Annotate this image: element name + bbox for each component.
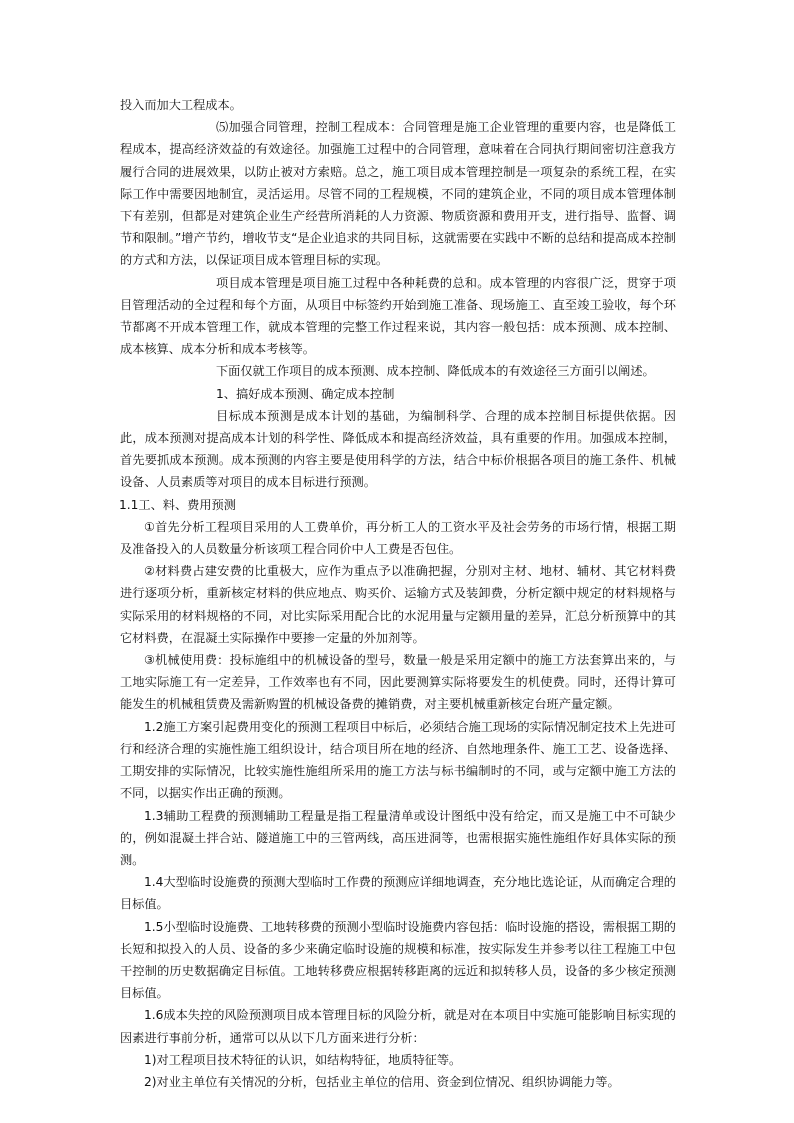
paragraph-cost-management: 项目成本管理是项目施工过程中各种耗费的总和。成本管理的内容很广泛，贯穿于项目管理活动的全过程和每个方面，从项目中标签约开始到施工准备、现场施工、直至竣工验收，每个环节都离不开成本管理工作，就成本管理的完整工作过程来说，其内容一般包括：成本预测、成本控制、成本核算、成本分析和成本考核等。 — [120, 275, 676, 357]
paragraph-1: 投入而加大工程成本。 — [120, 98, 242, 112]
paragraph-contract-management: ⑸加强合同管理，控制工程成本：合同管理是施工企业管理的重要内容，也是降低工程成本，提高经济效益的有效途径。加强施工过程中的合同管理，意味着在合同执行期间密切注意我方履行合同的进展效果，以防止被对方索赔。总之，施工项目成本管理控制是一项复杂的系统工程，在实际工作中需要因地制宜，灵活运用。尽管不同的工程规模，不同的建筑企业，不同的项目成本管理体制下有差别，但都是对建筑企业生产经营所消耗的人力资源、物质资源和费用开支，进行指导、监督、调节和限制。”增产节约，增收节支“是企业追求的共同目标，这就需要在实践中不断的总结和提高成本控制的方式和方法，以保证项目成本管理目标的实现。 — [120, 120, 676, 268]
list-item-2: 2)对业主单位有关情况的分析，包括业主单位的信用、资金到位情况、组织协调能力等。 — [144, 1074, 620, 1089]
paragraph-1-6: 1.6成本失控的风险预测项目成本管理目标的风险分析，就是对在本项目中实施可能影响目标实现的因素进行事前分析，通常可以从以下几方面来进行分析： — [120, 1008, 676, 1045]
paragraph-1-5: 1.5小型临时设施费、工地转移费的预测小型临时设施费内容包括：临时设施的搭设，需根据工期的长短和拟投入的人员、设备的多少来确定临时设施的规模和标准，按实际发生并参考以往工程施工中包干控制的历史数据确定目标值。工地转移费应根据转移距离的远近和拟转移人员，设备的多少核定预测目标值。 — [120, 919, 676, 1001]
paragraph-1-2: 1.2施工方案引起费用变化的预测工程项目中标后，必须结合施工现场的实际情况制定技术上先进可行和经济合理的实施性施工组织设计，结合项目所在地的经济、自然地理条件、施工工艺、设备选择、工期安排的实际情况，比较实施性施组所采用的施工方法与标书编制时的不同，或与定额中施工方法的不同，以据实作出正确的预测。 — [120, 719, 676, 801]
paragraph-1-4: 1.4大型临时设施费的预测大型临时工作费的预测应详细地调查，充分地比选论证，从而确定合理的目标值。 — [120, 875, 676, 912]
document-body — [120, 94, 676, 1093]
paragraph-cost-forecast: 目标成本预测是成本计划的基础，为编制科学、合理的成本控制目标提供依据。因此，成本预测对提高成本计划的科学性、降低成本和提高经济效益，具有重要的作用。加强成本控制，首先要抓成本预测。成本预测的内容主要是使用科学的方法，结合中标价根据各项目的施工条件、机械设备、人员素质等对项目的成本目标进行预测。 — [120, 408, 676, 490]
subsection-heading-1-1: 1.1工、料、费用预测 — [119, 497, 236, 512]
section-heading-1: 1、搞好成本预测、确定成本控制 — [216, 386, 395, 401]
paragraph-material-cost: ②材料费占建安费的比重极大，应作为重点予以准确把握，分别对主材、地材、辅材、其它材料费进行逐项分析，重新核定材料的供应地点、购买价、运输方式及装卸费，分析定额中规定的材料规格与实际采用的材料规格的不同，对比实际采用配合比的水泥用量与定额用量的差异，汇总分析预算中的其它材料费，在混凝土实际操作中要掺一定量的外加剂等。 — [120, 564, 676, 645]
list-item-1: 1)对工程项目技术特征的认识，如结构特征，地质特征等。 — [144, 1052, 462, 1067]
paragraph-machinery-cost: ③机械使用费：投标施组中的机械设备的型号，数量一般是采用定额中的施工方法套算出来的，与工地实际施工有一定差异，工作效率也有不同，因此要测算实际将要发生的机使费。同时，还得计算可能发生的机械租赁费及需新购置的机械设备费的摊销费，对主要机械重新核定台班产量定额。 — [120, 653, 676, 712]
paragraph-intro: 下面仅就工作项目的成本预测、成本控制、降低成本的有效途径三方面引以阐述。 — [216, 364, 655, 379]
paragraph-labor-cost: ①首先分析工程项目采用的人工费单价，再分析工人的工资水平及社会劳务的市场行情，根据工期及准备投入的人员数量分析该项工程合同价中人工费是否包住。 — [120, 519, 676, 557]
paragraph-1-3: 1.3辅助工程费的预测辅助工程量是指工程量清单或设计图纸中没有给定，而又是施工中不可缺少的，例如混凝土拌合站、隧道施工中的三管两线，高压进洞等，也需根据实施性施组作好具体实际的预测。 — [120, 808, 676, 867]
